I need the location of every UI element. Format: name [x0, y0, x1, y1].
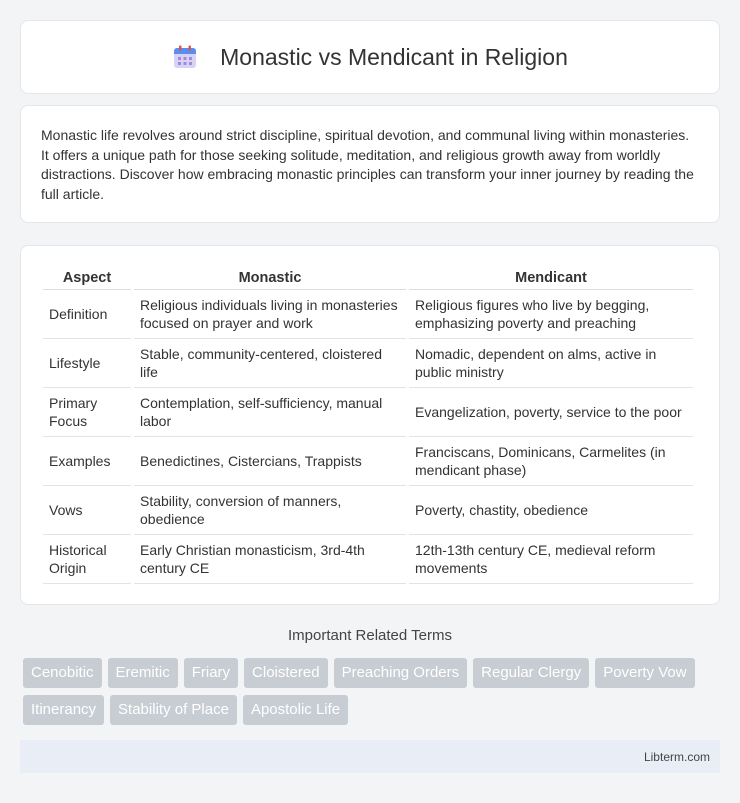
term-tag[interactable]: Preaching Orders: [334, 658, 468, 688]
cell-mendicant: Religious figures who live by begging, emphasizing poverty and preaching: [409, 290, 693, 339]
table-row: [43, 437, 693, 486]
cell-monastic: Religious individuals living in monasteries focused on prayer and work: [134, 290, 406, 339]
table-row: [43, 535, 693, 584]
page-title: Monastic vs Mendicant in Religion: [220, 43, 568, 70]
cell-mendicant: Poverty, chastity, obedience: [409, 486, 693, 535]
term-tag[interactable]: Eremitic: [108, 658, 178, 688]
cell-monastic: Benedictines, Cistercians, Trappists: [134, 437, 406, 486]
table-row: [43, 486, 693, 535]
header-monastic: Monastic: [134, 266, 406, 290]
term-tag[interactable]: Stability of Place: [110, 695, 237, 725]
header-aspect: Aspect: [43, 266, 131, 290]
cell-monastic: Contemplation, self-sufficiency, manual labor: [134, 388, 406, 437]
related-terms-list: [23, 658, 723, 725]
term-tag[interactable]: Friary: [184, 658, 238, 688]
cell-mendicant: 12th-13th century CE, medieval reform movements: [409, 535, 693, 584]
related-terms-title: Important Related Terms: [288, 627, 452, 644]
term-tag[interactable]: Cloistered: [244, 658, 328, 688]
header-mendicant: Mendicant: [409, 266, 693, 290]
cell-mendicant: Evangelization, poverty, service to the poor: [409, 388, 693, 437]
table-header-row: [43, 266, 693, 290]
header-card: [20, 20, 720, 94]
term-tag[interactable]: Poverty Vow: [595, 658, 694, 688]
comparison-card: [20, 245, 720, 605]
term-tag[interactable]: Itinerancy: [23, 695, 104, 725]
cell-mendicant: Nomadic, dependent on alms, active in public ministry: [409, 339, 693, 388]
cell-monastic: Early Christian monasticism, 3rd-4th century CE: [134, 535, 406, 584]
comparison-table: [40, 266, 696, 584]
term-tag[interactable]: Regular Clergy: [473, 658, 589, 688]
calendar-icon: [172, 44, 198, 70]
table-row: [43, 339, 693, 388]
table-row: [43, 388, 693, 437]
cell-aspect: Primary Focus: [43, 388, 131, 437]
cell-aspect: Definition: [43, 290, 131, 339]
cell-monastic: Stable, community-centered, cloistered life: [134, 339, 406, 388]
cell-aspect: Vows: [43, 486, 131, 535]
cell-aspect: Historical Origin: [43, 535, 131, 584]
term-tag[interactable]: Apostolic Life: [243, 695, 348, 725]
intro-text: Monastic life revolves around strict discipline, spiritual devotion, and communal living within monasteries. It offers a unique path for those seeking solitude, meditation, and religious growth away from worldly distractions. Discover how embracing monastic principles can transform your inner journey by reading the full article.: [41, 127, 694, 202]
table-row: [43, 290, 693, 339]
cell-aspect: Examples: [43, 437, 131, 486]
cell-monastic: Stability, conversion of manners, obedience: [134, 486, 406, 535]
intro-card: [20, 105, 720, 223]
cell-mendicant: Franciscans, Dominicans, Carmelites (in mendicant phase): [409, 437, 693, 486]
term-tag[interactable]: Cenobitic: [23, 658, 102, 688]
footer: [20, 740, 720, 773]
footer-brand[interactable]: Libterm.com: [643, 749, 710, 764]
cell-aspect: Lifestyle: [43, 339, 131, 388]
